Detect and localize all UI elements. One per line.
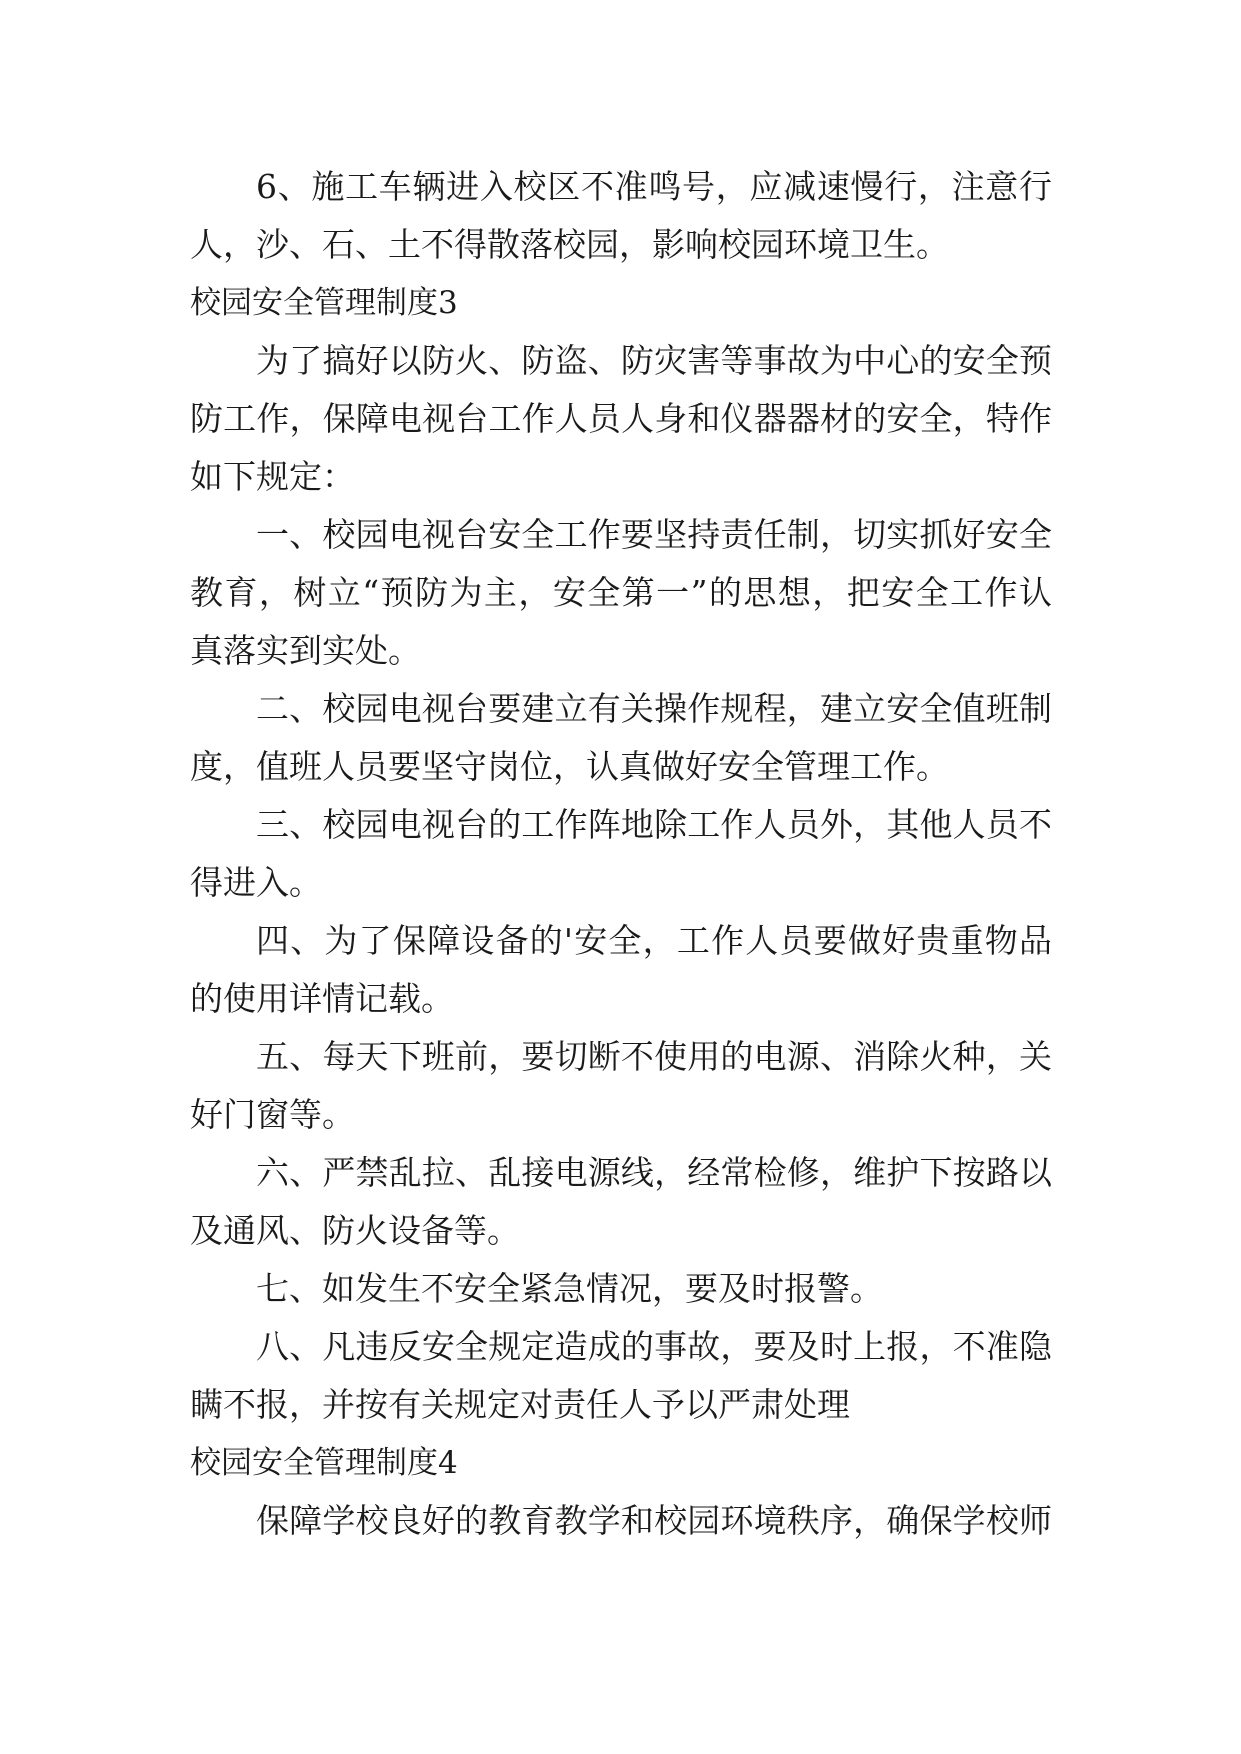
paragraph-line: 四、为了保障设备的'安全，工作人员要做好贵重物品	[256, 921, 1052, 960]
section-heading: 校园安全管理制度3	[190, 285, 458, 321]
paragraph-line: 瞒不报，并按有关规定对责任人予以严肃处理	[190, 1385, 850, 1424]
paragraph-line: 得进入。	[190, 863, 322, 902]
paragraph-line: 真落实到实处。	[190, 631, 421, 670]
paragraph-line: 保障学校良好的教育教学和校园环境秩序，确保学校师	[256, 1501, 1052, 1540]
paragraph-line: 度，值班人员要坚守岗位，认真做好安全管理工作。	[190, 747, 949, 786]
paragraph-line: 6、施工车辆进入校区不准鸣号，应减速慢行，注意行	[256, 167, 1052, 206]
paragraph-line: 七、如发生不安全紧急情况，要及时报警。	[256, 1269, 883, 1308]
paragraph-line: 五、每天下班前，要切断不使用的电源、消除火种，关	[256, 1037, 1052, 1076]
paragraph-line: 三、校园电视台的工作阵地除工作人员外，其他人员不	[256, 805, 1052, 844]
paragraph-line: 防工作，保障电视台工作人员人身和仪器器材的安全，特作	[190, 399, 1052, 438]
paragraph-line: 八、凡违反安全规定造成的事故，要及时上报，不准隐	[256, 1327, 1052, 1366]
document-body	[190, 158, 1052, 1550]
paragraph-line: 的使用详情记载。	[190, 979, 454, 1018]
paragraph-line: 为了搞好以防火、防盗、防灾害等事故为中心的安全预	[256, 341, 1052, 380]
paragraph-line: 六、严禁乱拉、乱接电源线，经常检修，维护下按路以	[256, 1153, 1052, 1192]
section-heading: 校园安全管理制度4	[190, 1445, 458, 1481]
paragraph-line: 一、校园电视台安全工作要坚持责任制，切实抓好安全	[256, 515, 1052, 554]
paragraph-line: 如下规定：	[190, 457, 355, 496]
paragraph-line: 人，沙、石、土不得散落校园，影响校园环境卫生。	[190, 225, 949, 264]
paragraph-line: 好门窗等。	[190, 1095, 355, 1134]
paragraph-line: 二、校园电视台要建立有关操作规程，建立安全值班制	[256, 689, 1052, 728]
paragraph-line: 及通风、防火设备等。	[190, 1211, 520, 1250]
paragraph-line: 教育，树立“预防为主，安全第一”的思想，把安全工作认	[190, 573, 1052, 612]
